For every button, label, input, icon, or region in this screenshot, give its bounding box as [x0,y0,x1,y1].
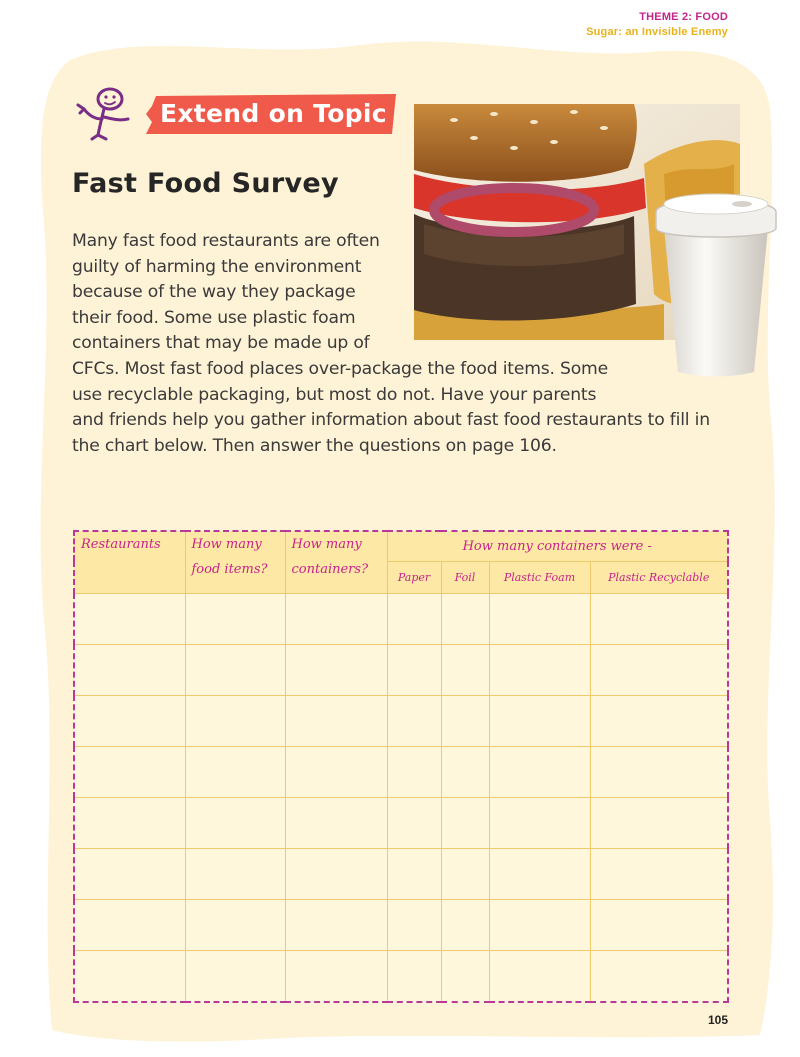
page-number: 105 [707,1013,728,1027]
header-containers-line1: How many [291,537,362,552]
header-paper-label: Paper [397,570,431,584]
page-title: Fast Food Survey [72,168,339,199]
header-food-items-line2: food items? [191,562,268,577]
table-row [74,695,728,746]
paragraph-line: and friends help you gather information about fast food restaurants to fill in [72,410,710,431]
table-cell-empty[interactable] [285,950,387,1002]
header-container-types-group [387,531,728,561]
survey-table-body [74,593,728,1002]
table-cell-empty[interactable] [185,746,285,797]
header-plastic-foam [489,561,590,593]
table-cell-empty[interactable] [387,746,441,797]
paragraph-line: guilty of harming the environment [72,256,362,277]
paragraph-line: because of the way they package [72,282,356,303]
table-cell-empty[interactable] [387,797,441,848]
table-row [74,848,728,899]
table-cell-empty[interactable] [441,644,489,695]
table-cell-empty[interactable] [74,593,185,644]
paragraph-line: containers that may be made up of [72,333,370,354]
table-cell-empty[interactable] [387,695,441,746]
table-cell-empty[interactable] [285,695,387,746]
table-cell-empty[interactable] [285,644,387,695]
table-cell-empty[interactable] [489,950,590,1002]
table-cell-empty[interactable] [441,695,489,746]
table-cell-empty[interactable] [387,593,441,644]
table-cell-empty[interactable] [185,695,285,746]
intro-paragraph [72,229,732,459]
paragraph-line: CFCs. Most fast food places over-package the food items. Some [72,358,608,379]
table-row [74,950,728,1002]
header-paper [387,561,441,593]
table-cell-empty[interactable] [590,848,728,899]
table-cell-empty[interactable] [74,848,185,899]
table-cell-empty[interactable] [441,593,489,644]
header-food-items [185,531,285,593]
theme-header [586,10,728,40]
table-cell-empty[interactable] [489,797,590,848]
table-cell-empty[interactable] [387,950,441,1002]
table-cell-empty[interactable] [441,746,489,797]
header-plastic-recyclable-label: Plastic Recyclable [608,570,710,584]
table-row [74,746,728,797]
paragraph-line: Many fast food restaurants are often [72,231,380,251]
table-cell-empty[interactable] [489,848,590,899]
table-cell-empty[interactable] [185,848,285,899]
table-row [74,797,728,848]
header-restaurants-label: Restaurants [81,537,161,552]
table-cell-empty[interactable] [441,797,489,848]
table-cell-empty[interactable] [285,593,387,644]
header-foil-label: Foil [454,570,476,584]
table-cell-empty[interactable] [590,746,728,797]
table-cell-empty[interactable] [489,593,590,644]
table-cell-empty[interactable] [285,899,387,950]
table-cell-empty[interactable] [185,797,285,848]
table-cell-empty[interactable] [185,593,285,644]
table-row [74,644,728,695]
paragraph-line: use recyclable packaging, but most do not. Have your parents [72,384,597,405]
header-restaurants [74,531,185,593]
table-cell-empty[interactable] [441,848,489,899]
theme-label: THEME 2: FOOD [639,11,728,23]
survey-table [73,530,729,1003]
table-cell-empty[interactable] [590,950,728,1002]
table-cell-empty[interactable] [590,695,728,746]
table-cell-empty[interactable] [489,695,590,746]
table-cell-empty[interactable] [387,644,441,695]
table-cell-empty[interactable] [285,797,387,848]
header-plastic-recyclable [590,561,728,593]
table-cell-empty[interactable] [185,644,285,695]
table-cell-empty[interactable] [285,848,387,899]
header-food-items-line1: How many [191,537,262,552]
table-cell-empty[interactable] [590,797,728,848]
table-cell-empty[interactable] [590,899,728,950]
table-cell-empty[interactable] [489,644,590,695]
table-cell-empty[interactable] [590,593,728,644]
table-cell-empty[interactable] [387,899,441,950]
header-plastic-foam-label: Plastic Foam [503,570,576,584]
header-containers-line2: containers? [291,562,369,577]
header-foil [441,561,489,593]
table-cell-empty[interactable] [387,848,441,899]
table-cell-empty[interactable] [74,695,185,746]
paragraph-line: their food. Some use plastic foam [72,307,356,328]
table-cell-empty[interactable] [185,899,285,950]
table-cell-empty[interactable] [489,746,590,797]
table-cell-empty[interactable] [74,644,185,695]
table-cell-empty[interactable] [489,899,590,950]
theme-subtitle: Sugar: an Invisible Enemy [586,26,728,38]
table-cell-empty[interactable] [441,899,489,950]
table-cell-empty[interactable] [74,899,185,950]
header-containers [285,531,387,593]
banner-label: Extend on Topic [160,99,387,128]
header-group-label: How many containers were - [462,538,652,554]
table-cell-empty[interactable] [590,644,728,695]
table-cell-empty[interactable] [74,950,185,1002]
table-row [74,899,728,950]
table-cell-empty[interactable] [285,746,387,797]
table-row [74,593,728,644]
table-cell-empty[interactable] [185,950,285,1002]
table-cell-empty[interactable] [74,797,185,848]
table-cell-empty[interactable] [441,950,489,1002]
paragraph-line: the chart below. Then answer the questions on page 106. [72,435,557,456]
stick-figure-mascot-icon [74,83,136,141]
table-cell-empty[interactable] [74,746,185,797]
